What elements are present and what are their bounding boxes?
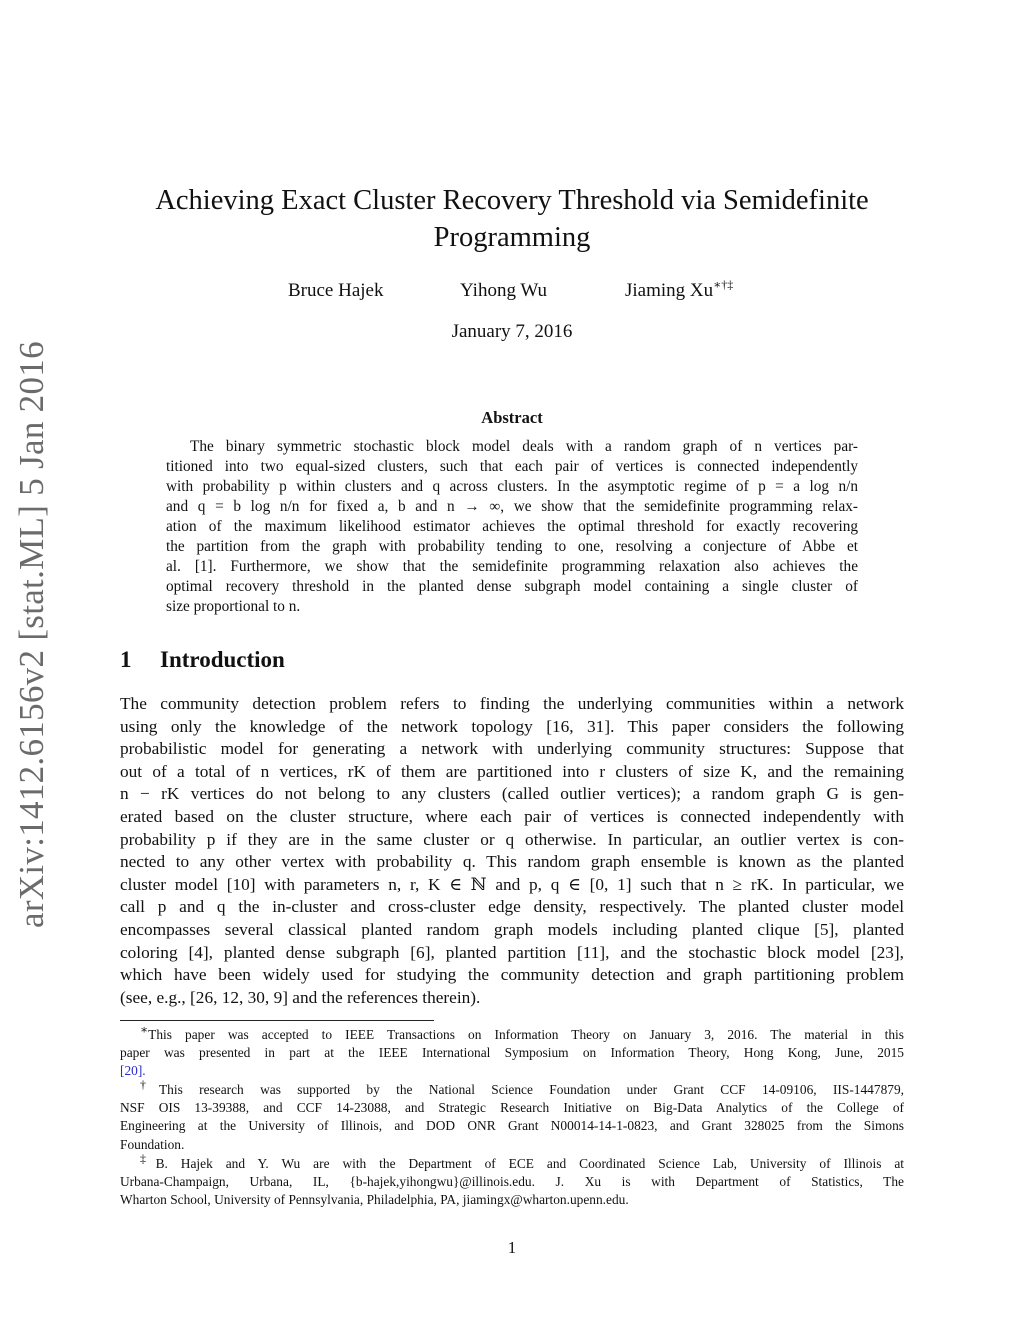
body-line: using only the knowledge of the network topology [16, 31]. This paper considers the following [120, 716, 904, 736]
footnote-line [120, 1151, 905, 1173]
body-line: nected to any other vertex with probability q. This random graph ensemble is known as the planted [120, 852, 904, 872]
footnote-text: This paper was accepted to IEEE Transactions on Information Theory on January 3, 2016. The material in this [148, 1027, 904, 1042]
footnote-mark: ‡ [140, 1151, 156, 1166]
body-line: cluster model [10] with parameters n, r, K ∈ ℕ and p, q ∈ [0, 1] such that n ≥ rK. In particular, we [120, 874, 904, 894]
page-number: 1 [507, 1238, 517, 1257]
arxiv-watermark: arXiv:1412.6156v2 [stat.ML] 5 Jan 2016 [12, 341, 51, 928]
footnote-line: Wharton School, University of Pennsylvania, Philadelphia, PA, jiamingx@wharton.upenn.edu. [120, 1192, 629, 1208]
title-line-1: Achieving Exact Cluster Recovery Threshold via Semidefinite [155, 185, 869, 216]
author-2: Yihong Wu [460, 280, 548, 301]
section-number: 1 [120, 647, 132, 672]
abstract-heading: Abstract [481, 408, 543, 427]
abstract-line: with probability p within clusters and q across clusters. In the asymptotic regime of p = a log n/n [166, 478, 858, 495]
abstract-line: ation of the maximum likelihood estimator achieves the optimal threshold for exactly recovering [166, 518, 858, 535]
paper-date: January 7, 2016 [451, 321, 573, 342]
footnote-3 [120, 1151, 905, 1210]
body-line: which have been widely used for studying the community detection and graph partitioning problem [120, 965, 904, 985]
body-line: The community detection problem refers to finding the underlying communities within a network [120, 694, 904, 713]
author-list [0, 277, 1024, 308]
abstract-line: optimal recovery threshold in the planted dense subgraph model containing a single cluster of [166, 578, 858, 595]
body-line: n − rK vertices do not belong to any clusters (called outlier vertices); a random graph G is gen- [120, 784, 904, 804]
body-line: (see, e.g., [26, 12, 30, 9] and the references therein). [120, 987, 481, 1007]
author-1: Bruce Hajek [288, 280, 384, 301]
body-line: call p and q the in-cluster and cross-cluster edge density, respectively. The planted cluster model [120, 897, 904, 917]
body-line: probability p if they are in the same cluster or q otherwise. In particular, an outlier vertex is con- [120, 829, 904, 849]
footnote-line [120, 1077, 905, 1099]
body-line: encompasses several classical planted random graph models including planted clique [5], planted [120, 919, 904, 939]
author-3-footnote-marks: ∗†‡ [713, 277, 734, 292]
footnote-mark: † [140, 1077, 159, 1092]
footnote-line: NSF OIS 13-39388, and CCF 14-23088, and Strategic Research Initiative on Big-Data Analytics of the College of [120, 1100, 904, 1116]
abstract-line: and q = b log n/n for fixed a, b and n → ∞, we show that the semidefinite programming relax- [166, 498, 858, 515]
footnote-line: Urbana-Champaign, Urbana, IL, {b-hajek,yihongwu}@illinois.edu. J. Xu is with Department of Statistics, The [120, 1174, 904, 1190]
abstract-line: size proportional to n. [166, 598, 301, 615]
footnote-mark: ∗ [140, 1022, 149, 1037]
introduction-paragraph [120, 693, 904, 1009]
footnote-text: This research was supported by the National Science Foundation under Grant CCF 14-09106, IIS-1447879, [159, 1082, 905, 1097]
abstract-text [166, 437, 858, 617]
section-heading [120, 647, 285, 673]
abstract-line: titioned into two equal-sized clusters, such that each pair of vertices is connected independently [166, 458, 858, 475]
abstract-line: al. [1]. Furthermore, we show that the semidefinite programming relaxation also achieves the [166, 558, 858, 575]
body-line: coloring [4], planted dense subgraph [6], planted partition [11], and the stochastic block model [23], [120, 942, 904, 962]
body-line: out of a total of n vertices, rK of them are partitioned into r clusters of size K, and the remaining [120, 761, 904, 781]
body-line: erated based on the cluster structure, where each pair of vertices is connected independently with [120, 806, 904, 826]
footnote-rule [120, 1020, 434, 1021]
footnote-line: paper was presented in part at the IEEE International Symposium on Information Theory, Hong Kong, June, 2015 [120, 1045, 904, 1061]
body-line: probabilistic model for generating a network with underlying community structures: Suppose that [120, 739, 904, 759]
footnote-line: Foundation. [120, 1136, 185, 1152]
footnote-text: B. Hajek and Y. Wu are with the Department of ECE and Coordinated Science Lab, University of Illinois at [155, 1156, 905, 1171]
footnote-line: Engineering at the University of Illinois, and DOD ONR Grant N00014-14-1-0823, and Grant 328025 from the Simons [120, 1118, 904, 1134]
footnote-line[interactable]: [20]. [120, 1063, 146, 1079]
footnote-2 [120, 1077, 905, 1154]
section-title: Introduction [160, 647, 285, 672]
footnote-1 [120, 1022, 904, 1081]
footnote-line [120, 1022, 904, 1044]
author-3 [625, 277, 734, 302]
title-line-2: Programming [433, 222, 591, 253]
abstract-line: the partition from the graph with probability tending to one, resolving a conjecture of Abbe et [166, 538, 858, 555]
abstract-line: The binary symmetric stochastic block model deals with a random graph of n vertices par- [190, 438, 858, 455]
author-3-name: Jiaming Xu [625, 280, 714, 301]
paper-title [120, 182, 904, 256]
